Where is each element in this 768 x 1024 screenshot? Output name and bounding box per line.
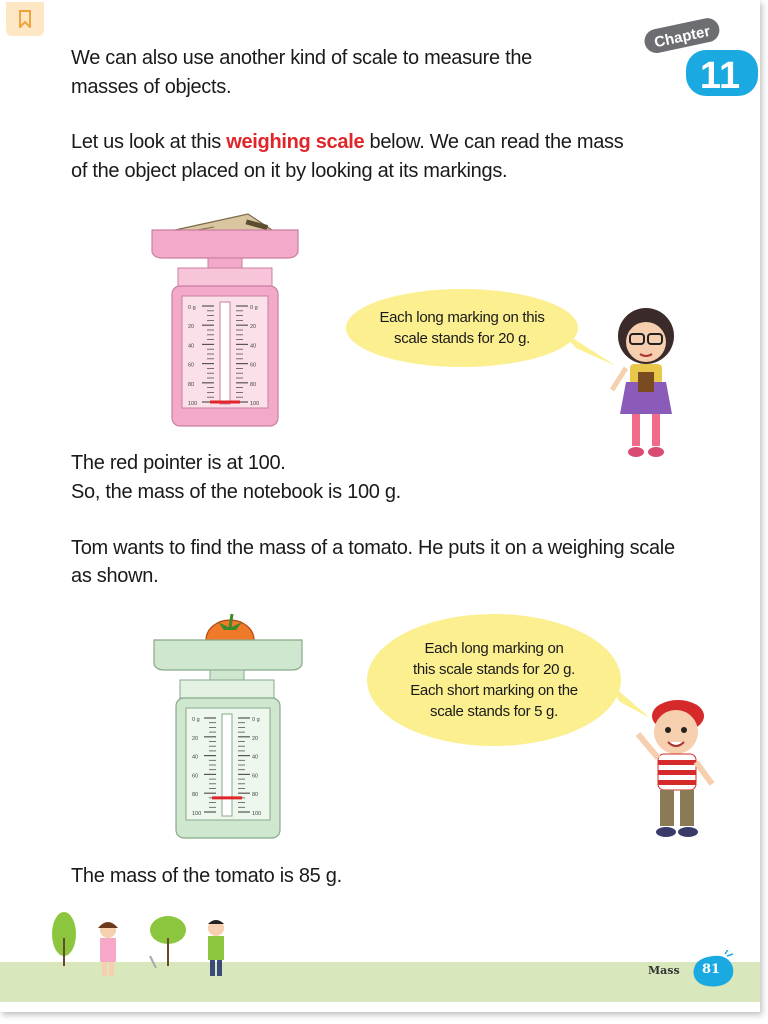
para2-line-1 xyxy=(71,128,623,156)
scale-label: 60 xyxy=(252,773,259,780)
intro-line-1: We can also use another kind of scale to measure the xyxy=(71,47,532,69)
scale-label: 60 xyxy=(192,773,199,780)
chapter-badge xyxy=(640,14,758,98)
weighing-scale-term: weighing scale xyxy=(226,131,365,153)
scale-label: 100 xyxy=(188,401,198,407)
bubble1-line-1: Each long marking on this xyxy=(379,309,545,326)
para3-line-1: Tom wants to find the mass of a tomato. He puts it on a weighing scale xyxy=(71,537,675,559)
scale-label: 80 xyxy=(192,792,199,799)
scale-label: 0 g xyxy=(252,717,260,723)
scale-label: 0 g xyxy=(188,305,196,311)
scale-label: 80 xyxy=(252,792,259,799)
chapter-word: Chapter xyxy=(652,22,712,52)
scale-label: 20 xyxy=(252,735,259,742)
bookmark-icon xyxy=(18,10,32,28)
para2-line-2: of the object placed on it by looking at its markings. xyxy=(71,160,508,182)
bookmark-button[interactable] xyxy=(6,2,44,36)
scale-label: 40 xyxy=(252,754,259,761)
para3-line-2: as shown. xyxy=(71,565,159,587)
para2-before: Let us look at this xyxy=(71,131,227,153)
scale-label: 40 xyxy=(250,343,257,350)
scale-label: 40 xyxy=(192,754,199,761)
scale-label: 20 xyxy=(188,324,195,331)
bubble2-line-1: Each long marking on xyxy=(424,640,564,657)
bubble1-line-2: scale stands for 20 g. xyxy=(394,330,530,347)
bubble2-line-3: Each short marking on the xyxy=(410,682,578,699)
weighing-scale-tomato xyxy=(152,606,304,842)
scale-label: 60 xyxy=(250,362,257,369)
result1-line-2: So, the mass of the notebook is 100 g. xyxy=(71,481,401,503)
scale-label: 20 xyxy=(192,735,199,742)
scale-label: 20 xyxy=(250,324,257,331)
result1-line-1: The red pointer is at 100. xyxy=(71,452,286,474)
footer-decoration xyxy=(46,908,246,980)
para2-after: below. We can read the mass xyxy=(364,131,624,153)
speech-bubble-tom xyxy=(367,614,621,746)
bubble2-line-4: scale stands for 5 g. xyxy=(430,703,558,720)
weighing-scale-notebook xyxy=(148,212,303,430)
chapter-title-footer: Mass xyxy=(648,964,680,977)
page-number: 81 xyxy=(701,962,721,977)
scale-label: 80 xyxy=(250,381,257,388)
speech-bubble-girl xyxy=(346,289,578,367)
result2-line-1: The mass of the tomato is 85 g. xyxy=(71,865,342,887)
girl-character-illustration xyxy=(608,306,684,462)
scale-label: 100 xyxy=(250,401,260,407)
scale-label: 100 xyxy=(192,811,202,817)
scale-label: 100 xyxy=(252,811,262,817)
intro-line-2: masses of objects. xyxy=(71,76,232,98)
chapter-number: 11 xyxy=(699,55,741,97)
scale-label: 40 xyxy=(188,343,195,350)
bubble2-line-2: this scale stands for 20 g. xyxy=(413,661,575,678)
scale-label: 80 xyxy=(188,381,195,388)
scale-label: 0 g xyxy=(192,717,200,723)
scale-label: 60 xyxy=(188,362,195,369)
scale-label: 0 g xyxy=(250,305,258,311)
tom-character-illustration xyxy=(630,696,718,842)
